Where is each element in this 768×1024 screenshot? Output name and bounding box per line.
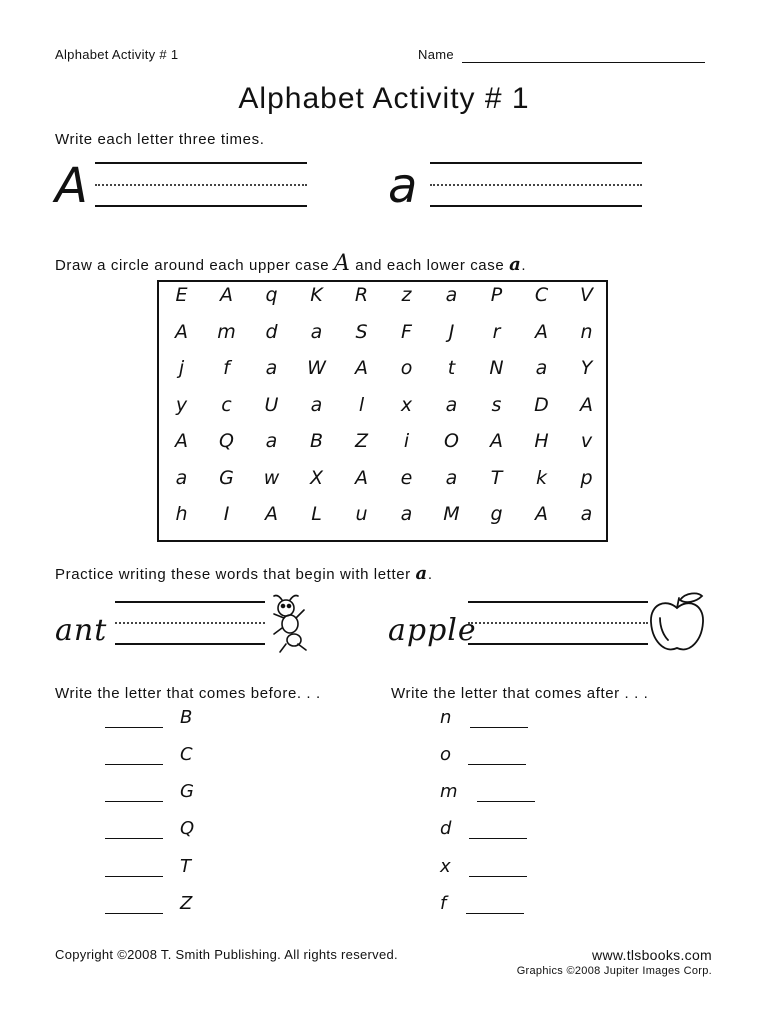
grid-letter: Q bbox=[219, 430, 234, 452]
after-letter: n bbox=[440, 707, 452, 728]
grid-letter: i bbox=[403, 430, 410, 452]
answer-blank[interactable] bbox=[468, 764, 526, 765]
grid-letter: y bbox=[175, 393, 188, 416]
instruction-period: . bbox=[521, 257, 527, 274]
instruction-text: and each lower case bbox=[355, 257, 505, 274]
writing-line-base bbox=[430, 205, 642, 207]
name-line bbox=[462, 62, 705, 63]
grid-letter: j bbox=[178, 357, 185, 379]
section2-instruction bbox=[55, 251, 526, 276]
writing-line-top bbox=[115, 601, 265, 603]
before-letter: T bbox=[180, 856, 191, 877]
apple-illustration bbox=[648, 590, 706, 656]
ant-illustration bbox=[268, 594, 320, 654]
grid-letter: I bbox=[223, 503, 230, 525]
instruction-text: Draw a circle around each upper case bbox=[55, 257, 330, 274]
answer-blank[interactable] bbox=[105, 801, 163, 802]
writing-line-base bbox=[95, 205, 307, 207]
word-apple: apple bbox=[388, 613, 477, 648]
answer-blank[interactable] bbox=[105, 913, 163, 914]
graphics-credit: Graphics ©2008 Jupiter Images Corp. bbox=[516, 965, 712, 977]
after-letter: d bbox=[440, 818, 452, 839]
grid-letter: M bbox=[443, 503, 460, 525]
grid-letter: N bbox=[489, 357, 504, 379]
grid-letter: f bbox=[223, 357, 230, 379]
grid-letter: c bbox=[221, 393, 232, 416]
writing-line-mid bbox=[430, 184, 642, 186]
grid-letter: a bbox=[445, 466, 458, 489]
before-letter: B bbox=[180, 707, 193, 728]
writing-line-mid bbox=[468, 622, 648, 624]
grid-letter: v bbox=[580, 430, 593, 452]
grid-letter: Z bbox=[354, 430, 369, 452]
grid-letter: W bbox=[307, 357, 326, 379]
upper-a-sample: A bbox=[55, 158, 88, 214]
grid-letter: V bbox=[580, 284, 593, 306]
answer-blank[interactable] bbox=[466, 913, 524, 914]
grid-letter: C bbox=[534, 284, 549, 306]
grid-letter: A bbox=[265, 503, 278, 525]
answer-blank[interactable] bbox=[105, 838, 163, 839]
copyright-text: Copyright ©2008 T. Smith Publishing. All rights reserved. bbox=[55, 947, 398, 962]
grid-letter: p bbox=[580, 466, 593, 489]
grid-letter: R bbox=[354, 284, 369, 306]
before-letter: Q bbox=[180, 818, 195, 839]
lower-a-glyph: a bbox=[509, 254, 522, 275]
after-letter: o bbox=[440, 744, 452, 765]
grid-letter: A bbox=[220, 284, 233, 306]
writing-line-top bbox=[95, 162, 307, 164]
grid-letter: a bbox=[400, 503, 413, 525]
grid-letter: J bbox=[448, 320, 455, 343]
grid-letter: E bbox=[175, 284, 188, 306]
after-letter: m bbox=[440, 781, 458, 802]
grid-letter: h bbox=[175, 503, 188, 525]
before-heading: Write the letter that comes before. . . bbox=[55, 685, 321, 702]
grid-letter: U bbox=[264, 393, 279, 416]
answer-blank[interactable] bbox=[105, 876, 163, 877]
grid-letter: a bbox=[445, 284, 458, 306]
writing-line-top bbox=[430, 162, 642, 164]
writing-line-base bbox=[468, 643, 648, 645]
writing-line-top bbox=[468, 601, 648, 603]
grid-letter: A bbox=[490, 430, 503, 452]
grid-letter: o bbox=[400, 357, 413, 379]
grid-letter: A bbox=[355, 357, 368, 379]
grid-letter: a bbox=[310, 393, 323, 416]
grid-letter: z bbox=[401, 284, 412, 306]
grid-letter: G bbox=[219, 466, 234, 489]
grid-letter: k bbox=[535, 466, 547, 489]
before-letter: G bbox=[180, 781, 194, 802]
answer-blank[interactable] bbox=[105, 764, 163, 765]
answer-blank[interactable] bbox=[469, 876, 527, 877]
header-title: Alphabet Activity # 1 bbox=[55, 47, 179, 62]
lower-a-sample: a bbox=[388, 158, 418, 214]
grid-letter: B bbox=[309, 430, 324, 452]
grid-letter: a bbox=[445, 393, 458, 416]
grid-letter: n bbox=[580, 320, 593, 343]
word-ant: ant bbox=[55, 613, 108, 648]
page-title: Alphabet Activity # 1 bbox=[238, 82, 530, 115]
answer-blank[interactable] bbox=[105, 727, 163, 728]
grid-letter: a bbox=[580, 503, 593, 525]
grid-letter: a bbox=[535, 357, 548, 379]
grid-letter: q bbox=[265, 284, 278, 306]
before-letter: Z bbox=[180, 893, 193, 914]
grid-letter: A bbox=[535, 503, 548, 525]
grid-letter: a bbox=[175, 466, 188, 489]
grid-letter: m bbox=[217, 320, 236, 343]
grid-letter: F bbox=[401, 320, 412, 343]
grid-letter: g bbox=[490, 503, 503, 525]
answer-blank[interactable] bbox=[469, 838, 527, 839]
section3-instruction bbox=[55, 563, 433, 584]
grid-letter: T bbox=[490, 466, 503, 489]
grid-letter: x bbox=[400, 393, 413, 416]
grid-letter: A bbox=[355, 466, 368, 489]
writing-line-base bbox=[115, 643, 265, 645]
upper-a-glyph: A bbox=[334, 251, 351, 276]
writing-line-mid bbox=[115, 622, 265, 624]
grid-letter: Y bbox=[580, 357, 593, 379]
website-link: www.tlsbooks.com bbox=[592, 947, 712, 963]
grid-letter: A bbox=[535, 320, 548, 343]
lower-a-glyph: a bbox=[415, 563, 428, 584]
section1-instruction: Write each letter three times. bbox=[55, 131, 265, 148]
grid-letter: u bbox=[355, 503, 368, 525]
grid-letter: l bbox=[358, 393, 365, 416]
grid-letter: A bbox=[175, 320, 188, 343]
before-letter: C bbox=[180, 744, 193, 765]
grid-letter: A bbox=[175, 430, 188, 452]
after-letter: f bbox=[440, 893, 447, 914]
instruction-text: Practice writing these words that begin with letter bbox=[55, 566, 411, 583]
grid-letter: A bbox=[580, 393, 593, 416]
letter-grid bbox=[157, 280, 608, 542]
writing-line-mid bbox=[95, 184, 307, 186]
grid-letter: r bbox=[492, 320, 501, 343]
grid-letter: d bbox=[265, 320, 278, 343]
after-letter: x bbox=[440, 856, 451, 877]
grid-letter: D bbox=[534, 393, 549, 416]
grid-letter: w bbox=[263, 466, 280, 489]
answer-blank[interactable] bbox=[477, 801, 535, 802]
grid-letter: P bbox=[490, 284, 503, 306]
grid-letter: a bbox=[265, 430, 278, 452]
grid-letter: t bbox=[447, 357, 456, 379]
after-heading: Write the letter that comes after . . . bbox=[391, 685, 649, 702]
grid-letter: H bbox=[534, 430, 549, 452]
grid-letter: X bbox=[309, 466, 324, 489]
grid-letter: a bbox=[310, 320, 323, 343]
grid-letter: O bbox=[444, 430, 459, 452]
grid-letter: K bbox=[310, 284, 323, 306]
grid-letter: e bbox=[400, 466, 413, 489]
answer-blank[interactable] bbox=[470, 727, 528, 728]
grid-letter: a bbox=[265, 357, 278, 379]
grid-letter: s bbox=[491, 393, 502, 416]
grid-letter: S bbox=[355, 320, 368, 343]
grid-letter: L bbox=[311, 503, 322, 525]
instruction-period: . bbox=[427, 566, 433, 583]
name-label: Name bbox=[418, 47, 454, 62]
